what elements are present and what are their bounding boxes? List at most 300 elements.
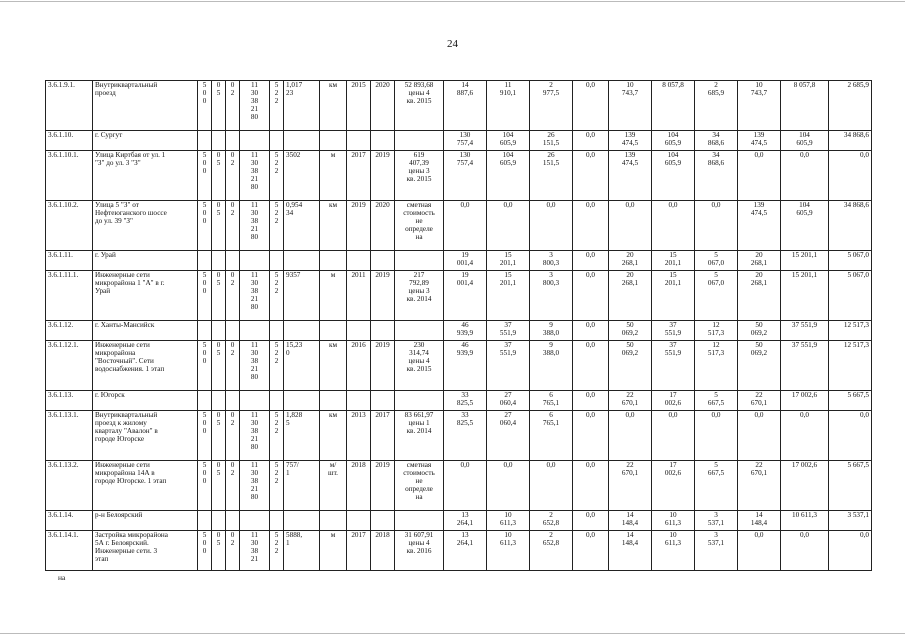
cell-cost: сметная стоимость не определе на: [395, 201, 444, 251]
cell-v3: 9 388,0: [530, 321, 573, 341]
cell-cost: 31 607,91 цены 4 кв. 2016: [395, 531, 444, 571]
cell-y1: 2016: [347, 341, 371, 391]
cell-unit: м: [320, 271, 347, 321]
cell-c2: 0 5: [212, 461, 226, 511]
cell-v5: 0,0: [609, 411, 652, 461]
cell-v2: 37 551,9: [487, 341, 530, 391]
cell-v6: 10 611,3: [652, 511, 695, 531]
cell-v8: 10 743,7: [738, 81, 781, 131]
table-row: [46, 271, 872, 321]
cell-y1: [347, 511, 371, 531]
cell-unit: км: [320, 81, 347, 131]
cell-v8: 0,0: [738, 411, 781, 461]
cell-v3: 6 765,1: [530, 411, 573, 461]
cell-v2: 104 605,9: [487, 131, 530, 151]
cell-cost: 619 407,39 цены 3 кв. 2015: [395, 151, 444, 201]
cell-v9: 104 605,9: [781, 201, 829, 251]
cell-cap: 757/ 1: [284, 461, 320, 511]
cell-v9: 15 201,1: [781, 251, 829, 271]
cell-unit: м: [320, 151, 347, 201]
cell-v9: 8 057,8: [781, 81, 829, 131]
table-row: [46, 201, 872, 251]
cell-name: Инженерные сети микрорайона "Восточный". Сети водоснабжения. 1 этап: [93, 341, 198, 391]
cell-v3: 0,0: [530, 201, 573, 251]
cell-v3: 6 765,1: [530, 391, 573, 411]
cell-name: Застройка микрорайона 5А г. Белоярский. Инженерные сети. 3 этап: [93, 531, 198, 571]
cell-v8: 20 268,1: [738, 271, 781, 321]
cell-v8: 22 670,1: [738, 461, 781, 511]
cell-c2: [212, 131, 226, 151]
cell-v6: 17 002,6: [652, 461, 695, 511]
cell-v10: 0,0: [829, 531, 872, 571]
cell-v10: 0,0: [829, 151, 872, 201]
cell-c1: [198, 391, 212, 411]
cell-v10: 5 667,5: [829, 461, 872, 511]
cell-v10: 12 517,3: [829, 341, 872, 391]
cell-v1: 33 825,5: [444, 411, 487, 461]
cell-name: Улица 5 "З" от Нефтеюганского шоссе до ул. 39 "З": [93, 201, 198, 251]
cell-c5: 5 2 2: [270, 411, 284, 461]
cell-v6: 37 551,9: [652, 341, 695, 391]
cell-v4: 0,0: [573, 251, 609, 271]
cell-v3: 9 388,0: [530, 341, 573, 391]
cell-v6: 15 201,1: [652, 271, 695, 321]
cell-c5: [270, 251, 284, 271]
cell-c5: 5 2 2: [270, 341, 284, 391]
cell-v7: 0,0: [695, 411, 738, 461]
cell-v1: 46 939,9: [444, 341, 487, 391]
cell-c2: 0 5: [212, 271, 226, 321]
cell-code: 3.6.1.11.1.: [46, 271, 93, 321]
table-row: [46, 321, 872, 341]
cell-v2: 27 060,4: [487, 411, 530, 461]
cell-v10: 12 517,3: [829, 321, 872, 341]
table-row: [46, 251, 872, 271]
cell-y2: 2020: [371, 201, 395, 251]
cell-c4: [240, 511, 270, 531]
cell-cap: 1,828 5: [284, 411, 320, 461]
cell-c3: [226, 131, 240, 151]
cell-name: Инженерные сети микрорайона 1 "А" в г. Урай: [93, 271, 198, 321]
cell-cost: сметная стоимость не определе на: [395, 461, 444, 511]
page-number: 24: [447, 38, 458, 50]
cell-code: 3.6.1.12.: [46, 321, 93, 341]
cell-cap: 9357: [284, 271, 320, 321]
cell-v6: 104 605,9: [652, 131, 695, 151]
cell-y2: 2019: [371, 151, 395, 201]
cell-v1: 19 001,4: [444, 251, 487, 271]
cell-c5: [270, 131, 284, 151]
cell-v4: 0,0: [573, 321, 609, 341]
cell-v9: 0,0: [781, 411, 829, 461]
cell-v5: 20 268,1: [609, 251, 652, 271]
cell-v9: 17 002,6: [781, 391, 829, 411]
cell-y1: 2013: [347, 411, 371, 461]
cell-v4: 0,0: [573, 391, 609, 411]
cell-v1: 130 757,4: [444, 131, 487, 151]
cell-v5: 50 069,2: [609, 341, 652, 391]
cell-code: 3.6.1.9.1.: [46, 81, 93, 131]
cell-y2: 2019: [371, 461, 395, 511]
cell-y1: [347, 391, 371, 411]
cell-v6: 37 551,9: [652, 321, 695, 341]
cell-c4: 11 30 38 21 80: [240, 461, 270, 511]
cell-v9: 104 605,9: [781, 131, 829, 151]
cell-c2: [212, 321, 226, 341]
cell-unit: км: [320, 341, 347, 391]
cell-v1: 46 939,9: [444, 321, 487, 341]
cell-cap: [284, 511, 320, 531]
cell-v1: 19 001,4: [444, 271, 487, 321]
cell-c2: [212, 511, 226, 531]
cell-v7: 5 667,5: [695, 461, 738, 511]
cell-v4: 0,0: [573, 341, 609, 391]
cell-c3: 0 2: [226, 461, 240, 511]
cell-cost: 217 792,89 цены 3 кв. 2014: [395, 271, 444, 321]
cell-unit: км: [320, 201, 347, 251]
cell-c3: [226, 321, 240, 341]
cell-v5: 22 670,1: [609, 461, 652, 511]
cell-v2: 10 611,3: [487, 511, 530, 531]
cell-v10: 5 667,5: [829, 391, 872, 411]
cell-c5: [270, 511, 284, 531]
cell-v9: 37 551,9: [781, 341, 829, 391]
cell-cap: 1,017 23: [284, 81, 320, 131]
cell-name: г. Югорск: [93, 391, 198, 411]
cell-c1: 5 0 0: [198, 201, 212, 251]
cell-c1: 5 0 0: [198, 151, 212, 201]
cell-y2: 2019: [371, 341, 395, 391]
table-row: [46, 151, 872, 201]
cell-v8: 139 474,5: [738, 131, 781, 151]
cell-c4: [240, 391, 270, 411]
cell-unit: [320, 321, 347, 341]
table-row: [46, 391, 872, 411]
cell-v4: 0,0: [573, 511, 609, 531]
cell-c2: 0 5: [212, 341, 226, 391]
cell-v3: 0,0: [530, 461, 573, 511]
table-row: [46, 81, 872, 131]
cell-v4: 0,0: [573, 461, 609, 511]
cell-v1: 14 887,6: [444, 81, 487, 131]
cell-c4: 11 30 38 21 80: [240, 201, 270, 251]
cell-c4: 11 30 38 21 80: [240, 411, 270, 461]
bottom-scan-edge: [0, 633, 905, 634]
cell-cap: [284, 321, 320, 341]
cell-y1: 2017: [347, 531, 371, 571]
cell-unit: м: [320, 531, 347, 571]
cell-cost: 83 661,97 цены 1 кв. 2014: [395, 411, 444, 461]
cell-v1: 33 825,5: [444, 391, 487, 411]
cell-c1: [198, 251, 212, 271]
cell-c5: 5 2 2: [270, 201, 284, 251]
cell-v6: 0,0: [652, 201, 695, 251]
cell-c4: [240, 251, 270, 271]
cell-code: 3.6.1.11.: [46, 251, 93, 271]
cell-y1: 2018: [347, 461, 371, 511]
budget-table: [45, 80, 872, 571]
cell-v6: 0,0: [652, 411, 695, 461]
cell-v5: 22 670,1: [609, 391, 652, 411]
cell-v7: 2 685,9: [695, 81, 738, 131]
cell-v2: 37 551,9: [487, 321, 530, 341]
cell-v10: 3 537,1: [829, 511, 872, 531]
cell-c2: [212, 391, 226, 411]
cell-v5: 14 148,4: [609, 511, 652, 531]
cell-name: г. Сургут: [93, 131, 198, 151]
cell-c1: [198, 511, 212, 531]
cell-v8: 14 148,4: [738, 511, 781, 531]
cell-c1: 5 0 0: [198, 531, 212, 571]
cell-v3: 26 151,5: [530, 151, 573, 201]
cell-c2: 0 5: [212, 201, 226, 251]
cell-y2: 2018: [371, 531, 395, 571]
cell-v7: 5 067,0: [695, 271, 738, 321]
cell-c3: [226, 251, 240, 271]
cell-cap: [284, 391, 320, 411]
cell-c1: 5 0 0: [198, 411, 212, 461]
cell-c3: 0 2: [226, 531, 240, 571]
cell-cost: [395, 321, 444, 341]
cell-cost: 52 893,68 цены 4 кв. 2015: [395, 81, 444, 131]
cell-c2: 0 5: [212, 411, 226, 461]
cell-v6: 8 057,8: [652, 81, 695, 131]
cell-v9: 0,0: [781, 531, 829, 571]
cell-v4: 0,0: [573, 131, 609, 151]
cell-v2: 27 060,4: [487, 391, 530, 411]
cell-unit: км: [320, 411, 347, 461]
cell-v4: 0,0: [573, 531, 609, 571]
cell-y1: [347, 321, 371, 341]
cell-v9: 17 002,6: [781, 461, 829, 511]
cell-v3: 2 652,8: [530, 531, 573, 571]
cell-v2: 15 201,1: [487, 271, 530, 321]
cell-c3: [226, 391, 240, 411]
cell-unit: м/ шт.: [320, 461, 347, 511]
cell-v8: 0,0: [738, 151, 781, 201]
cell-code: 3.6.1.10.2.: [46, 201, 93, 251]
cell-c2: 0 5: [212, 531, 226, 571]
cell-code: 3.6.1.13.2.: [46, 461, 93, 511]
cell-v8: 22 670,1: [738, 391, 781, 411]
cell-v4: 0,0: [573, 411, 609, 461]
cell-v1: 13 264,1: [444, 531, 487, 571]
cell-v2: 15 201,1: [487, 251, 530, 271]
cell-c1: [198, 131, 212, 151]
cell-name: г. Ханты-Мансийск: [93, 321, 198, 341]
cell-c5: 5 2 2: [270, 81, 284, 131]
cell-v7: 3 537,1: [695, 511, 738, 531]
cell-v7: 5 067,0: [695, 251, 738, 271]
cell-name: Внутриквартальный проезд: [93, 81, 198, 131]
cell-c5: 5 2 2: [270, 271, 284, 321]
cell-v2: 10 611,3: [487, 531, 530, 571]
cell-code: 3.6.1.12.1.: [46, 341, 93, 391]
cell-v2: 0,0: [487, 201, 530, 251]
cell-v10: 0,0: [829, 411, 872, 461]
cell-v7: 3 537,1: [695, 531, 738, 571]
cell-cost: [395, 131, 444, 151]
cell-cap: [284, 251, 320, 271]
cell-v2: 0,0: [487, 461, 530, 511]
cell-v8: 50 069,2: [738, 341, 781, 391]
cell-v8: 50 069,2: [738, 321, 781, 341]
cell-code: 3.6.1.13.1.: [46, 411, 93, 461]
cell-v9: 37 551,9: [781, 321, 829, 341]
cell-cost: 230 314,74 цены 4 кв. 2015: [395, 341, 444, 391]
cell-c4: 11 30 38 21 80: [240, 81, 270, 131]
table-row: [46, 411, 872, 461]
cell-y1: [347, 131, 371, 151]
cell-v5: 0,0: [609, 201, 652, 251]
cell-v5: 139 474,5: [609, 131, 652, 151]
cell-name: г. Урай: [93, 251, 198, 271]
cell-v7: 0,0: [695, 201, 738, 251]
cell-v5: 50 069,2: [609, 321, 652, 341]
table-row: [46, 341, 872, 391]
cell-v6: 17 002,6: [652, 391, 695, 411]
cell-y2: [371, 251, 395, 271]
cell-cap: 3502: [284, 151, 320, 201]
cell-y2: [371, 131, 395, 151]
cell-code: 3.6.1.13.: [46, 391, 93, 411]
cell-v3: 2 977,5: [530, 81, 573, 131]
cell-c3: 0 2: [226, 271, 240, 321]
cell-v4: 0,0: [573, 151, 609, 201]
cell-v10: 5 067,0: [829, 251, 872, 271]
cell-c1: 5 0 0: [198, 81, 212, 131]
cell-name: р-н Белоярский: [93, 511, 198, 531]
cell-unit: [320, 391, 347, 411]
cell-y2: [371, 321, 395, 341]
cell-c3: 0 2: [226, 151, 240, 201]
cell-c3: 0 2: [226, 411, 240, 461]
cell-y1: 2017: [347, 151, 371, 201]
cell-v4: 0,0: [573, 81, 609, 131]
cell-c5: 5 2 2: [270, 151, 284, 201]
cell-y1: 2019: [347, 201, 371, 251]
cell-v9: 10 611,3: [781, 511, 829, 531]
cell-v2: 11 910,1: [487, 81, 530, 131]
cell-name: Улица Киртбая от ул. 1 "З" до ул. 3 "З": [93, 151, 198, 201]
cell-v9: 0,0: [781, 151, 829, 201]
cell-code: 3.6.1.10.: [46, 131, 93, 151]
cell-unit: [320, 251, 347, 271]
cell-c2: [212, 251, 226, 271]
footer-note: на: [58, 573, 66, 582]
cell-c1: 5 0 0: [198, 461, 212, 511]
cell-y1: 2015: [347, 81, 371, 131]
cell-cap: 5888, 1: [284, 531, 320, 571]
cell-cost: [395, 511, 444, 531]
table-row: [46, 131, 872, 151]
cell-c3: [226, 511, 240, 531]
cell-c2: 0 5: [212, 151, 226, 201]
cell-y2: [371, 391, 395, 411]
cell-v5: 139 474,5: [609, 151, 652, 201]
cell-v10: 2 685,9: [829, 81, 872, 131]
cell-v8: 20 268,1: [738, 251, 781, 271]
cell-y2: 2019: [371, 271, 395, 321]
cell-v1: 130 757,4: [444, 151, 487, 201]
cell-v7: 12 517,3: [695, 341, 738, 391]
cell-y1: [347, 251, 371, 271]
cell-c5: [270, 391, 284, 411]
cell-v10: 34 868,6: [829, 201, 872, 251]
cell-v3: 2 652,8: [530, 511, 573, 531]
cell-v3: 3 800,3: [530, 271, 573, 321]
cell-unit: [320, 131, 347, 151]
cell-v10: 5 067,0: [829, 271, 872, 321]
cell-v7: 12 517,3: [695, 321, 738, 341]
cell-cap: [284, 131, 320, 151]
cell-cap: 0,954 34: [284, 201, 320, 251]
cell-c4: 11 30 38 21 80: [240, 151, 270, 201]
cell-v1: 0,0: [444, 461, 487, 511]
cell-v7: 34 868,6: [695, 131, 738, 151]
cell-v1: 13 264,1: [444, 511, 487, 531]
cell-y2: 2020: [371, 81, 395, 131]
cell-c4: 11 30 38 21 80: [240, 271, 270, 321]
cell-v10: 34 868,6: [829, 131, 872, 151]
cell-c1: [198, 321, 212, 341]
cell-v1: 0,0: [444, 201, 487, 251]
cell-v3: 3 800,3: [530, 251, 573, 271]
top-scan-edge: [0, 1, 905, 2]
cell-c3: 0 2: [226, 81, 240, 131]
cell-c4: [240, 131, 270, 151]
cell-v6: 10 611,3: [652, 531, 695, 571]
cell-y2: 2017: [371, 411, 395, 461]
cell-v4: 0,0: [573, 201, 609, 251]
cell-c2: 0 5: [212, 81, 226, 131]
cell-v7: 5 667,5: [695, 391, 738, 411]
cell-code: 3.6.1.14.: [46, 511, 93, 531]
cell-code: 3.6.1.14.1.: [46, 531, 93, 571]
cell-c5: 5 2 2: [270, 531, 284, 571]
table-row: [46, 461, 872, 511]
cell-c1: 5 0 0: [198, 341, 212, 391]
cell-cost: [395, 391, 444, 411]
cell-v7: 34 868,6: [695, 151, 738, 201]
cell-v4: 0,0: [573, 271, 609, 321]
cell-y2: [371, 511, 395, 531]
cell-unit: [320, 511, 347, 531]
cell-v8: 139 474,5: [738, 201, 781, 251]
cell-v2: 104 605,9: [487, 151, 530, 201]
cell-v9: 15 201,1: [781, 271, 829, 321]
cell-c4: 11 30 38 21: [240, 531, 270, 571]
cell-v5: 14 148,4: [609, 531, 652, 571]
table-row: [46, 531, 872, 571]
cell-c3: 0 2: [226, 341, 240, 391]
cell-cost: [395, 251, 444, 271]
cell-v6: 15 201,1: [652, 251, 695, 271]
cell-y1: 2011: [347, 271, 371, 321]
cell-cap: 15,23 0: [284, 341, 320, 391]
cell-c3: 0 2: [226, 201, 240, 251]
cell-c5: [270, 321, 284, 341]
cell-c5: 5 2 2: [270, 461, 284, 511]
table-row: [46, 511, 872, 531]
cell-v3: 26 151,5: [530, 131, 573, 151]
cell-v8: 0,0: [738, 531, 781, 571]
cell-name: Инженерные сети микрорайона 14А в городе Югорске. 1 этап: [93, 461, 198, 511]
cell-v5: 20 268,1: [609, 271, 652, 321]
cell-c4: 11 30 38 21 80: [240, 341, 270, 391]
cell-v6: 104 605,9: [652, 151, 695, 201]
cell-code: 3.6.1.10.1.: [46, 151, 93, 201]
